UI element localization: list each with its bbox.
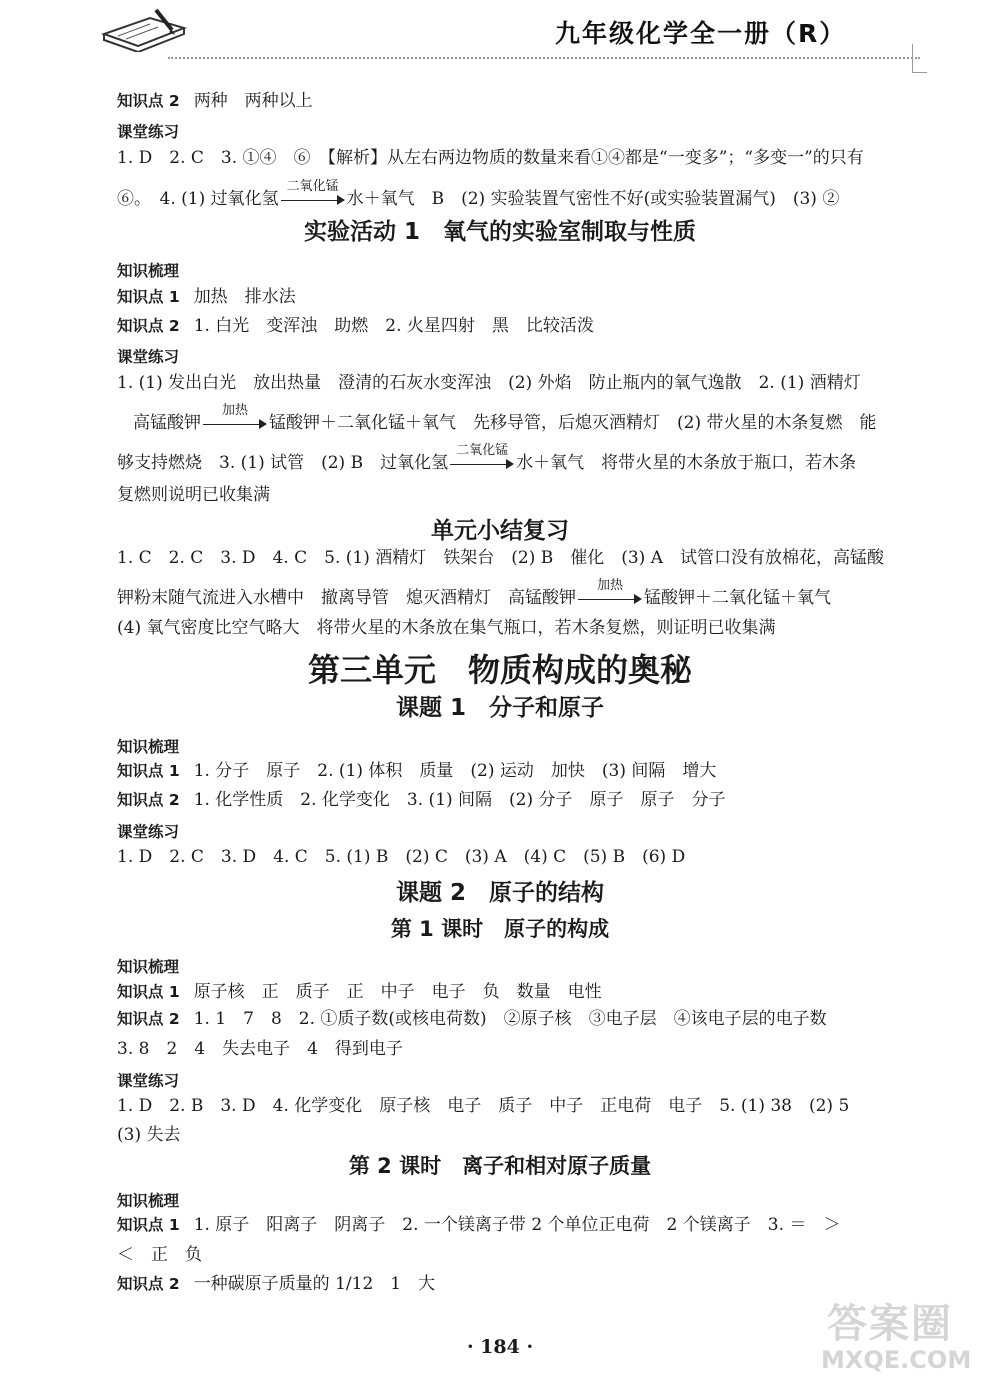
answer-line: 3. 8 2 4 失去电子 4 得到电子	[117, 1039, 403, 1059]
answer-line: 复燃则说明已收集满	[117, 485, 270, 505]
knowledge-point-line: 知识点 2 两种 两种以上	[117, 91, 313, 111]
section-label: 知识梳理	[117, 958, 180, 976]
answer-line: 钾粉末随气流进入水槽中 撤离导管 熄灭酒精灯 高锰酸钾 加热 锰酸钾＋二氧化锰＋氧气	[117, 578, 831, 608]
header-corner-mark	[912, 44, 927, 73]
knowledge-point-line: 知识点 1 1. 原子 阳离子 阴离子 2. 一个镁离子带 2 个单位正电荷 2 个镁离子 3. ＝ ＞	[117, 1215, 841, 1235]
knowledge-point-line: 知识点 2 1. 化学性质 2. 化学变化 3. (1) 间隔 (2) 分子 原子 原子 分子	[117, 790, 726, 810]
section-label: 知识梳理	[117, 262, 180, 280]
period-title: 第 2 课时 离子和相对原子质量	[348, 1154, 652, 1178]
section-title: 单元小结复习	[431, 518, 569, 544]
knowledge-point-line: 知识点 1 1. 分子 原子 2. (1) 体积 质量 (2) 运动 加快 (3) 间隔 增大	[117, 761, 717, 781]
section-title: 实验活动 1 氧气的实验室制取与性质	[303, 219, 696, 245]
answer-line: 1. C 2. C 3. D 4. C 5. (1) 酒精灯 铁架台 (2) B 催化 (3) A 试管口没有放棉花，高锰酸	[117, 548, 884, 568]
page-number: · 184 ·	[466, 1336, 534, 1358]
header-divider	[168, 57, 920, 59]
answer-line: 够支持燃烧 3. (1) 试管 (2) B 过氧化氢 二氧化锰 水＋氧气 将带火星的木条放于瓶口，若木条	[117, 443, 857, 473]
answer-line: 1. (1) 发出白光 放出热量 澄清的石灰水变浑浊 (2) 外焰 防止瓶内的氧气逸散 2. (1) 酒精灯	[117, 373, 861, 393]
section-label: 知识梳理	[117, 1192, 180, 1210]
knowledge-point-line: 知识点 2 1. 1 7 8 2. ①质子数(或核电荷数) ②原子核 ③电子层 ④该电子层的电子数	[117, 1009, 827, 1029]
page-header-title: 九年级化学全一册（R）	[555, 19, 847, 48]
answer-line: ⑥。 4. (1) 过氧化氢 二氧化锰 水＋氧气 B (2) 实验装置气密性不好(或实验装置漏气) (3) ②	[117, 179, 840, 209]
answer-line: (3) 失去	[117, 1125, 181, 1145]
book-pencil-icon	[98, 6, 190, 52]
lesson-title: 课题 1 分子和原子	[395, 695, 604, 721]
answer-line: 1. D 2. B 3. D 4. 化学变化 原子核 电子 质子 中子 正电荷 电子 5. (1) 38 (2) 5	[117, 1096, 850, 1116]
section-label: 课堂练习	[117, 348, 180, 366]
knowledge-point-line: 知识点 1 加热 排水法	[117, 287, 296, 307]
knowledge-point-line: 知识点 2 1. 白光 变浑浊 助燃 2. 火星四射 黑 比较活泼	[117, 316, 594, 336]
knowledge-point-line: 知识点 2 一种碳原子质量的 1/12 1 大	[117, 1274, 436, 1294]
knowledge-point-line: 知识点 1 原子核 正 质子 正 中子 电子 负 数量 电性	[117, 982, 602, 1002]
section-label: 课堂练习	[117, 1072, 180, 1090]
unit-title: 第三单元 物质构成的奥秘	[307, 651, 692, 689]
lesson-title: 课题 2 原子的结构	[395, 880, 604, 906]
watermark-logo: 答案圈 MXQE.COM	[821, 1301, 972, 1374]
section-label: 知识梳理	[117, 738, 180, 756]
reaction-arrow: 二氧化锰	[450, 452, 514, 474]
answer-line: 1. D 2. C 3. D 4. C 5. (1) B (2) C (3) A (4) C (5) B (6) D	[117, 847, 686, 867]
section-label: 课堂练习	[117, 823, 180, 841]
reaction-arrow: 加热	[203, 412, 267, 434]
reaction-arrow: 二氧化锰	[281, 188, 345, 210]
reaction-arrow: 加热	[578, 587, 642, 609]
answer-line: ＜ 正 负	[117, 1245, 202, 1265]
answer-line: 高锰酸钾 加热 锰酸钾＋二氧化锰＋氧气 先移导管，后熄灭酒精灯 (2) 带火星的木条复燃 能	[133, 403, 877, 433]
answer-line: 1. D 2. C 3. ①④ ⑥ 【解析】从左右两边物质的数量来看①④都是“一变多”；“多变一”的只有	[117, 148, 864, 168]
answer-line: (4) 氧气密度比空气略大 将带火星的木条放在集气瓶口，若木条复燃，则证明已收集满	[117, 618, 776, 638]
period-title: 第 1 课时 原子的构成	[390, 917, 610, 941]
section-label: 课堂练习	[117, 123, 180, 141]
